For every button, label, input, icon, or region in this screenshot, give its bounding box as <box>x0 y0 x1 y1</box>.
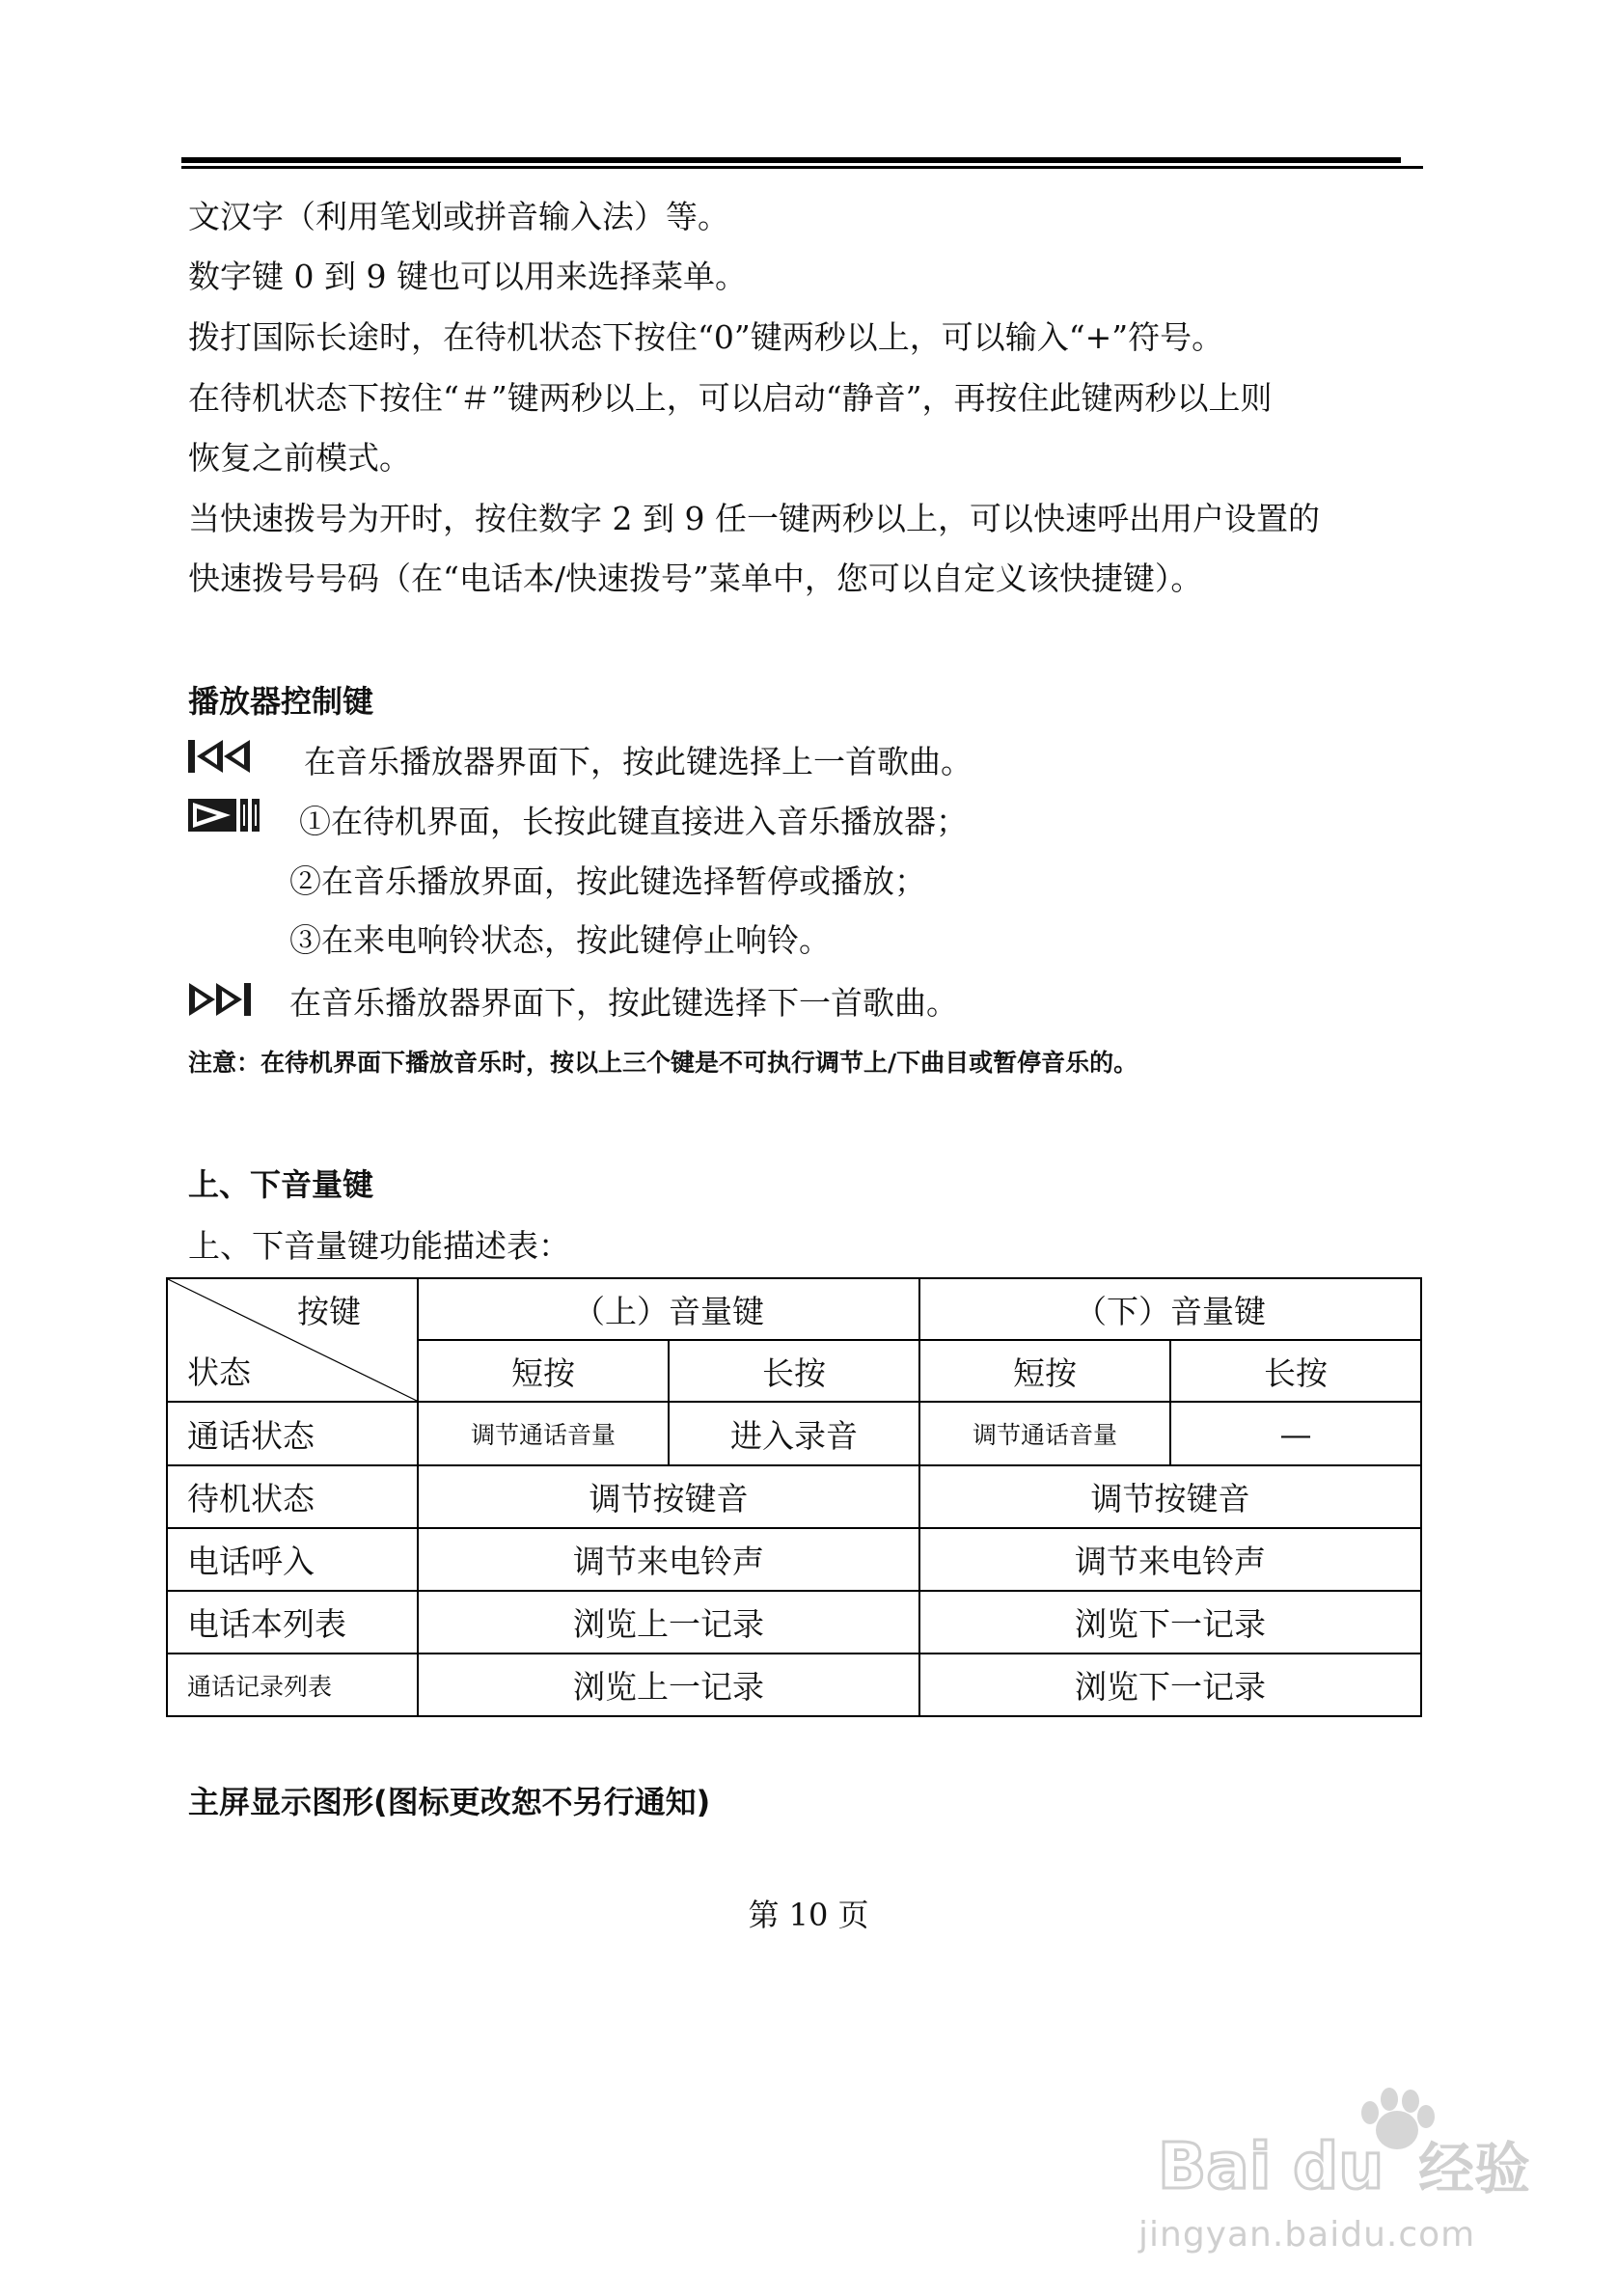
state-cell: 通话状态 <box>167 1402 418 1465</box>
up-short-press-header: 短按 <box>418 1340 669 1402</box>
state-cell: 电话呼入 <box>167 1528 418 1591</box>
table-cell: 浏览下一记录 <box>919 1654 1421 1716</box>
down-volume-header: （下）音量键 <box>919 1278 1421 1340</box>
table-row <box>167 1528 1421 1591</box>
player-controls-heading: 播放器控制键 <box>188 683 374 720</box>
next-track-description: 在音乐播放器界面下，按此键选择下一首歌曲。 <box>289 984 958 1022</box>
state-cell: 电话本列表 <box>167 1591 418 1654</box>
svg-text:du: du <box>1293 2129 1384 2203</box>
table-cell: 进入录音 <box>669 1402 919 1465</box>
table-cell: 调节来电铃声 <box>418 1528 919 1591</box>
table-cell: — <box>1170 1402 1421 1465</box>
play-pause-line-3: ③在来电响铃状态，按此键停止响铃。 <box>289 921 831 959</box>
state-cell: 通话记录列表 <box>167 1654 418 1716</box>
table-cell: 浏览上一记录 <box>418 1591 919 1654</box>
player-note: 注意：在待机界面下播放音乐时，按以上三个键是不可执行调节上/下曲目或暂停音乐的。 <box>188 1049 1138 1077</box>
up-long-press-header: 长按 <box>669 1340 919 1402</box>
table-cell: 调节来电铃声 <box>919 1528 1421 1591</box>
baidu-jingyan-watermark-logo <box>1148 2084 1553 2209</box>
table-header-row <box>167 1278 1421 1340</box>
corner-key-label: 按键 <box>297 1293 361 1330</box>
table-cell: 调节按键音 <box>919 1465 1421 1528</box>
corner-state-label: 状态 <box>187 1353 251 1391</box>
volume-table-caption: 上、下音量键功能描述表： <box>188 1227 570 1265</box>
main-screen-heading: 主屏显示图形(图标更改恕不另行通知) <box>188 1784 711 1820</box>
header-rule-thin <box>181 166 1423 169</box>
watermark-url: jingyan.baidu.com <box>1138 2215 1476 2255</box>
svg-text:Bai: Bai <box>1158 2129 1272 2203</box>
paragraph-line: 文汉字（利用笔划或拼音输入法）等。 <box>188 198 729 235</box>
down-short-press-header: 短按 <box>919 1340 1170 1402</box>
table-cell: 调节按键音 <box>418 1465 919 1528</box>
next-track-icon <box>186 980 254 1019</box>
paragraph-line: 快速拨号号码（在“电话本/快速拨号”菜单中，您可以自定义该快捷键）。 <box>188 560 1203 597</box>
table-row <box>167 1465 1421 1528</box>
svg-text:经验: 经验 <box>1418 2136 1531 2201</box>
table-row <box>167 1591 1421 1654</box>
page-number: 第 10 页 <box>748 1897 869 1933</box>
corner-header-cell <box>167 1278 418 1402</box>
header-rule-thick <box>181 157 1401 163</box>
play-pause-line-1: ①在待机界面，长按此键直接进入音乐播放器； <box>299 803 968 840</box>
up-volume-header: （上）音量键 <box>418 1278 919 1340</box>
paragraph-line: 拨打国际长途时，在待机状态下按住“0”键两秒以上，可以输入“+”符号。 <box>188 318 1224 356</box>
volume-keys-heading: 上、下音量键 <box>188 1166 374 1203</box>
previous-track-description: 在音乐播放器界面下，按此键选择上一首歌曲。 <box>304 743 973 780</box>
paragraph-line: 数字键 0 到 9 键也可以用来选择菜单。 <box>188 258 747 295</box>
play-pause-line-2: ②在音乐播放界面，按此键选择暂停或播放； <box>289 862 926 900</box>
paragraph-line: 恢复之前模式。 <box>188 439 411 477</box>
previous-track-icon <box>186 737 254 776</box>
down-long-press-header: 长按 <box>1170 1340 1421 1402</box>
volume-key-table <box>166 1277 1422 1717</box>
paragraph-line: 在待机状态下按住“＃”键两秒以上，可以启动“静音”，再按住此键两秒以上则 <box>188 379 1273 417</box>
table-cell: 浏览下一记录 <box>919 1591 1421 1654</box>
table-cell: 调节通话音量 <box>418 1402 669 1465</box>
paragraph-line: 当快速拨号为开时，按住数字 2 到 9 任一键两秒以上，可以快速呼出用户设置的 <box>188 500 1320 537</box>
table-row <box>167 1402 1421 1465</box>
table-row <box>167 1654 1421 1716</box>
state-cell: 待机状态 <box>167 1465 418 1528</box>
play-pause-icon <box>186 797 269 834</box>
table-cell: 浏览上一记录 <box>418 1654 919 1716</box>
table-cell: 调节通话音量 <box>919 1402 1170 1465</box>
